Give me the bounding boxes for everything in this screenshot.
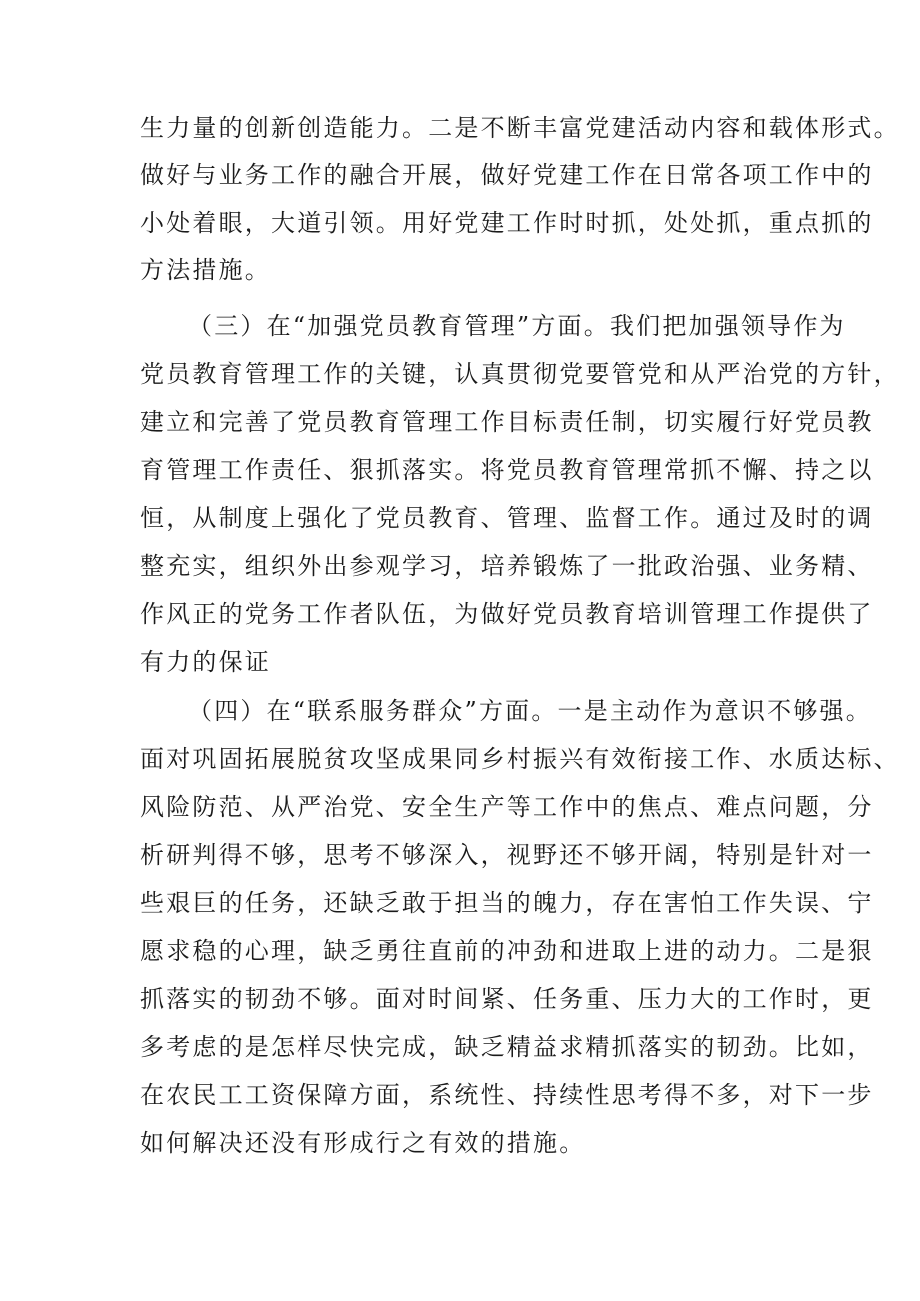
section-heading-line: （三）在“加强党员教育管理”方面。我们把加强领导作为 [188, 312, 846, 340]
paragraph-line: 做好与业务工作的融合开展，做好党建工作在日常各项工作中的 [140, 161, 874, 189]
paragraph-line: 些艰巨的任务，还缺乏敢于担当的魄力，存在害怕工作失误、宁 [140, 889, 874, 917]
paragraph-line: 析研判得不够，思考不够深入，视野还不够开阔，特别是针对一 [140, 841, 874, 869]
paragraph-line: 恒，从制度上强化了党员教育、管理、监督工作。通过及时的调 [140, 504, 874, 532]
paragraph-line: 有力的保证 [140, 648, 271, 676]
paragraph-line: 愿求稳的心理，缺乏勇往直前的冲劲和进取上进的动力。二是狠 [140, 937, 874, 965]
section-heading-line: （四）在“联系服务群众”方面。一是主动作为意识不够强。 [188, 697, 872, 725]
paragraph-line: 党员教育管理工作的关键，认真贯彻党要管党和从严治党的方针， [140, 360, 900, 388]
paragraph-line: 育管理工作责任、狠抓落实。将党员教育管理常抓不懈、持之以 [140, 456, 874, 484]
paragraph-line: 生力量的创新创造能力。二是不断丰富党建活动内容和载体形式。 [140, 114, 900, 142]
paragraph-line: 抓落实的韧劲不够。面对时间紧、任务重、压力大的工作时，更 [140, 985, 874, 1013]
paragraph-line: 作风正的党务工作者队伍，为做好党员教育培训管理工作提供了 [140, 600, 874, 628]
paragraph-line: 小处着眼，大道引领。用好党建工作时时抓，处处抓，重点抓的 [140, 209, 874, 237]
paragraph-line: 多考虑的是怎样尽快完成，缺乏精益求精抓落实的韧劲。比如， [140, 1033, 874, 1061]
paragraph-line: 整充实，组织外出参观学习，培养锻炼了一批政治强、业务精、 [140, 552, 874, 580]
paragraph-line: 方法措施。 [140, 256, 271, 284]
paragraph-line: 在农民工工资保障方面，系统性、持续性思考得不多，对下一步 [140, 1081, 874, 1109]
paragraph-line: 如何解决还没有形成行之有效的措施。 [140, 1129, 586, 1157]
paragraph-line: 风险防范、从严治党、安全生产等工作中的焦点、难点问题，分 [140, 793, 874, 821]
paragraph-line: 面对巩固拓展脱贫攻坚成果同乡村振兴有效衔接工作、水质达标、 [140, 745, 900, 773]
paragraph-line: 建立和完善了党员教育管理工作目标责任制，切实履行好党员教 [140, 408, 874, 436]
